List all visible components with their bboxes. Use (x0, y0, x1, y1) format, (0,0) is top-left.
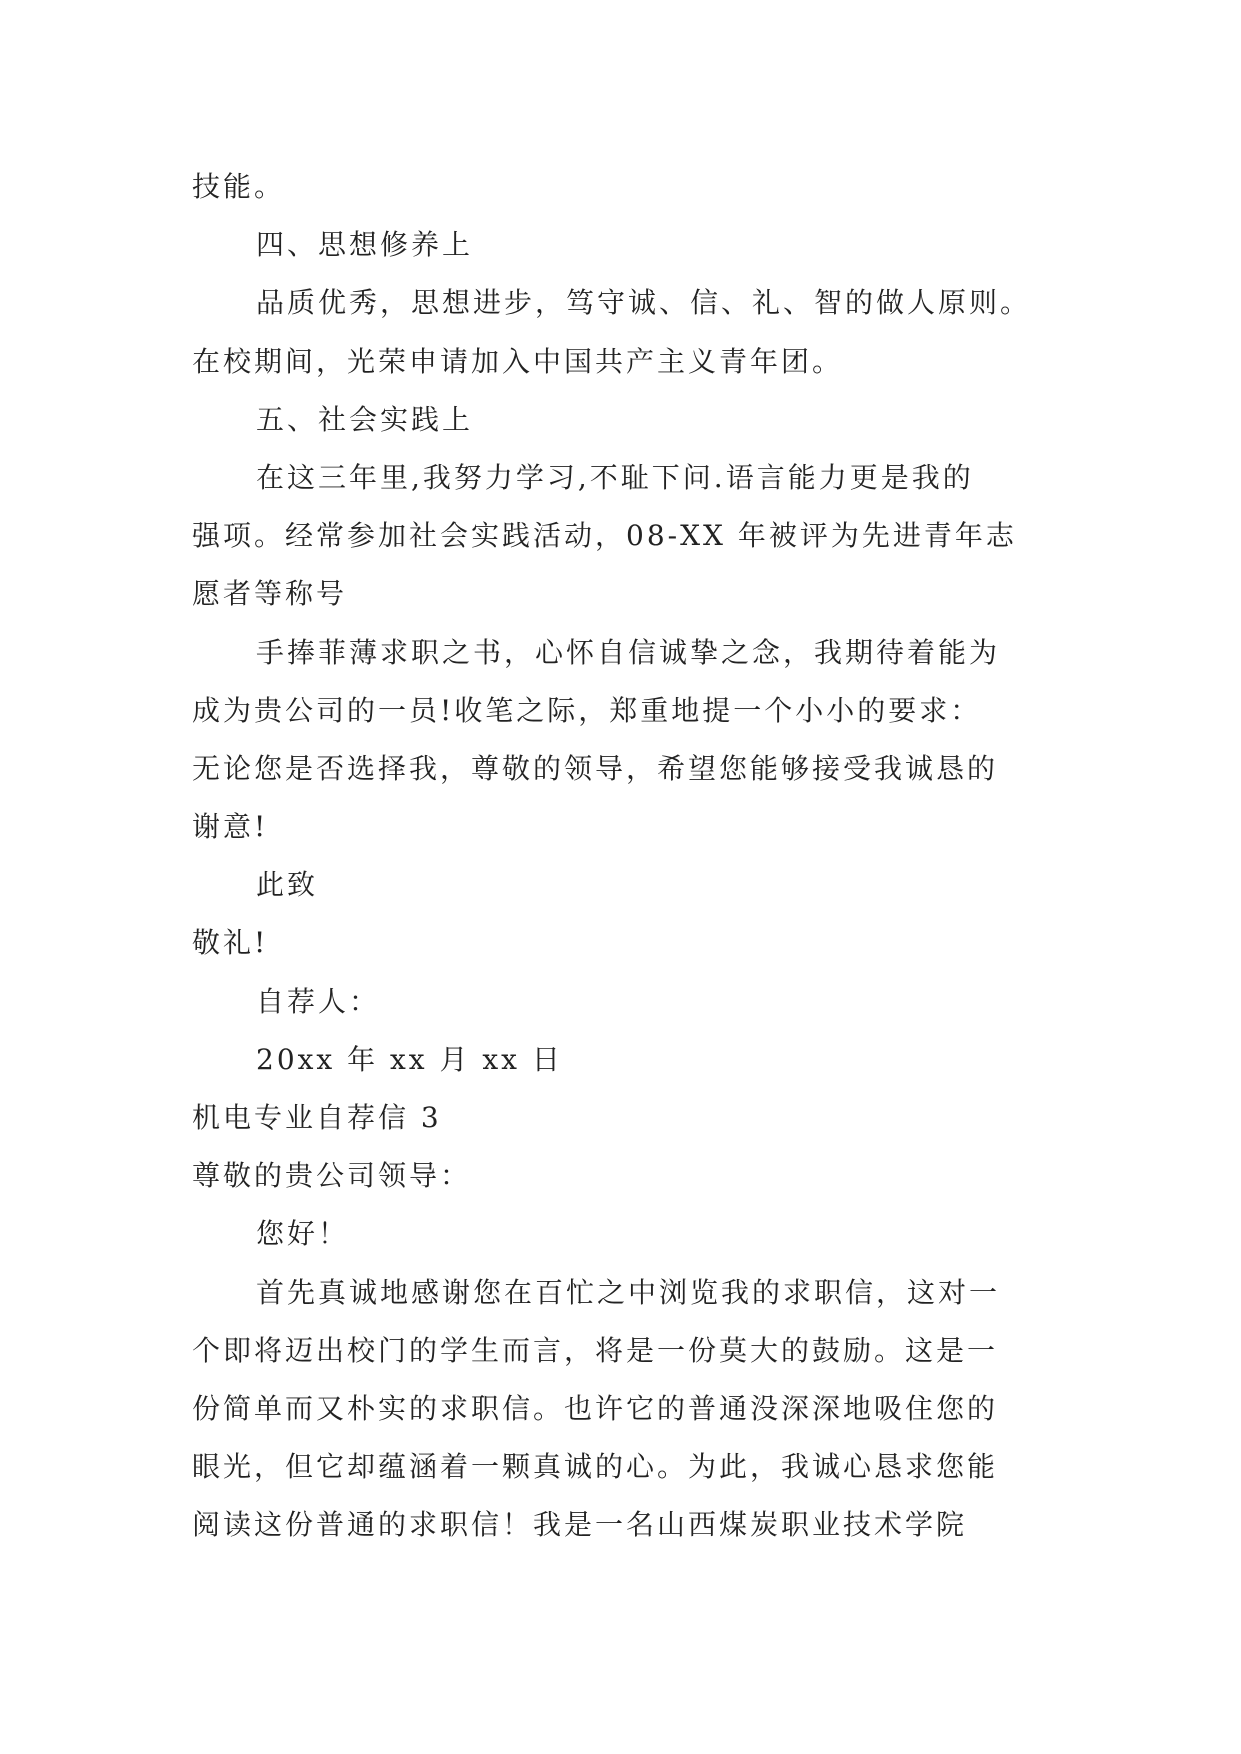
section-heading: 五、社会实践上 (256, 402, 474, 436)
text-line: 手捧菲薄求职之书，心怀自信诚挚之念，我期待着能为 (256, 635, 1001, 669)
text-line: 在校期间，光荣申请加入中国共产主义青年团。 (192, 344, 844, 378)
letter-title: 机电专业自荐信 3 (192, 1101, 442, 1134)
text-line: 阅读这份普通的求职信！我是一名山西煤炭职业技术学院 (192, 1508, 968, 1542)
text-line: 品质优秀，思想进步，笃守诚、信、礼、智的做人原则。 (256, 286, 1032, 320)
section-heading: 四、思想修养上 (256, 228, 474, 262)
text-line: 无论您是否选择我，尊敬的领导，希望您能够接受我诚恳的 (192, 751, 999, 785)
text-line: 眼光，但它却蕴涵着一颗真诚的心。为此，我诚心恳求您能 (192, 1450, 999, 1484)
text-line: 份简单而又朴实的求职信。也许它的普通没深深地吸住您的 (192, 1391, 999, 1425)
greeting-line: 您好！ (256, 1217, 350, 1251)
text-line: 强项。经常参加社会实践活动，08-XX 年被评为先进青年志 (192, 519, 1017, 553)
text-line: 谢意! (192, 810, 269, 844)
text-line: 个即将迈出校门的学生而言，将是一份莫大的鼓励。这是一 (192, 1333, 999, 1367)
text-line: 首先真诚地感谢您在百忙之中浏览我的求职信，这对一 (256, 1275, 1001, 1309)
letter-body (192, 158, 1052, 1555)
text-line: 愿者等称号 (192, 577, 348, 611)
greeting-recipient: 尊敬的贵公司领导： (192, 1159, 472, 1193)
salutation-line: 敬礼! (192, 926, 269, 960)
signature-label: 自荐人： (256, 984, 381, 1018)
text-line: 在这三年里,我努力学习,不耻下问.语言能力更是我的 (256, 460, 974, 494)
closing-line: 此致 (256, 868, 319, 902)
text-line: 成为贵公司的一员!收笔之际，郑重地提一个小小的要求： (192, 693, 982, 727)
text-line: 技能。 (192, 170, 286, 203)
date-line: 20xx 年 xx 月 xx 日 (256, 1042, 563, 1076)
